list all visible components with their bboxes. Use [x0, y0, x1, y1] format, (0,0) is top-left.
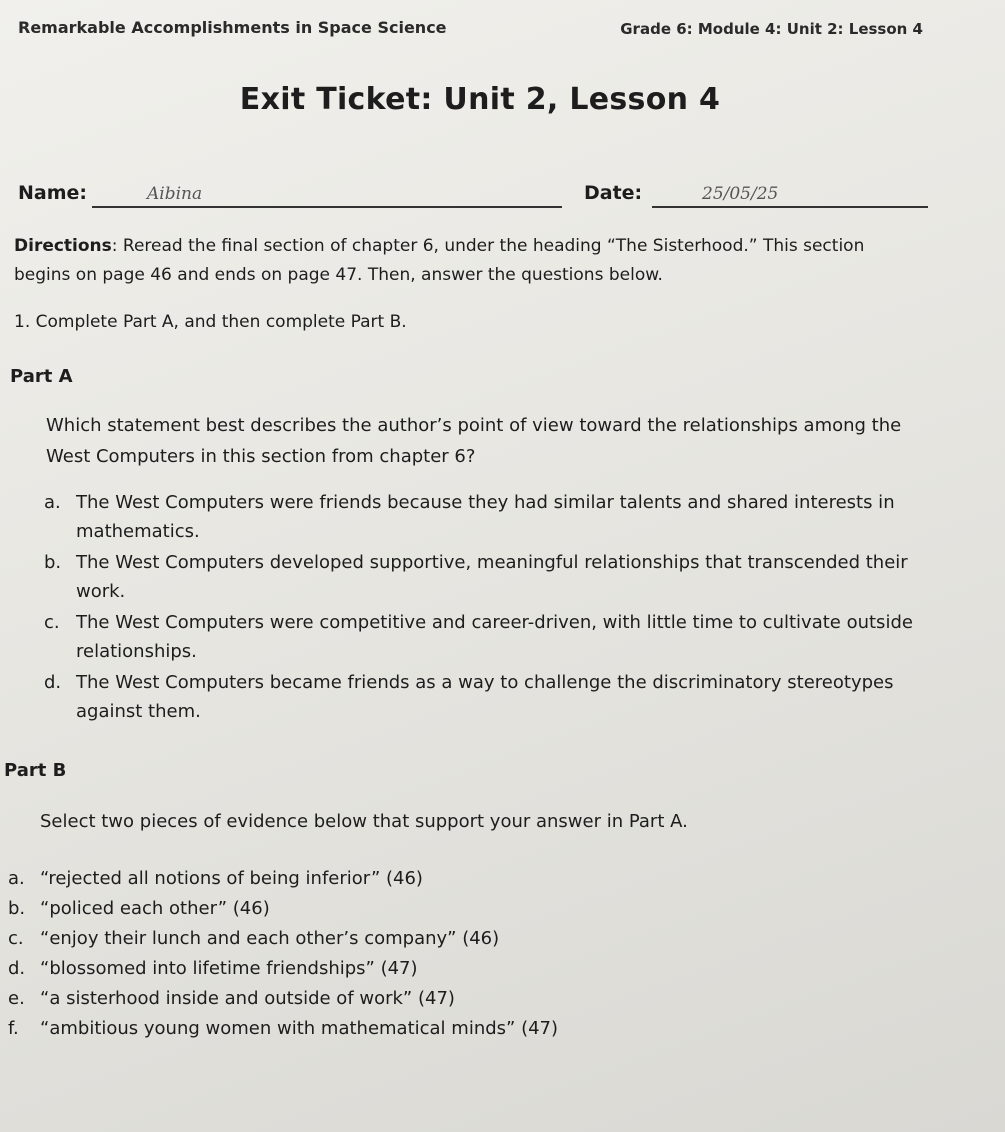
page-header — [18, 18, 975, 42]
option-text: “blossomed into lifetime friendships” (47) — [40, 958, 418, 979]
option-text: The West Computers developed supportive, meaningful relationships that transcended their work. — [76, 552, 908, 602]
part-b-prompt: Select two pieces of evidence below that support your answer in Part A. — [40, 811, 688, 832]
option-text: The West Computers were friends because they had similar talents and shared interests in mathematics. — [76, 492, 895, 542]
directions — [14, 232, 904, 290]
option-text: “policed each other” (46) — [40, 898, 270, 919]
name-date-row — [18, 182, 948, 212]
option-letter: d. — [44, 672, 62, 693]
option-text: The West Computers became friends as a way to challenge the discriminatory stereotypes against them. — [76, 672, 894, 722]
part-b-option-d[interactable] — [8, 954, 918, 984]
part-a-label: Part A — [10, 366, 73, 387]
option-text: “ambitious young women with mathematical minds” (47) — [40, 1018, 559, 1039]
date-handwritten: 25/05/25 — [702, 184, 779, 204]
option-letter: c. — [8, 928, 24, 949]
option-letter: b. — [8, 898, 26, 919]
option-letter: d. — [8, 958, 26, 979]
option-text: “enjoy their lunch and each other’s company” (46) — [40, 928, 500, 949]
part-b-option-b[interactable] — [8, 894, 918, 924]
part-a-prompt: Which statement best describes the author’s point of view toward the relationships among the West Computers in this section from chapter 6? — [46, 415, 902, 467]
option-letter: f. — [8, 1018, 19, 1039]
directions-text: : Reread the final section of chapter 6, under the heading “The Sisterhood.” This section begins on page 46 and ends on page 47. Then, answer the questions below. — [14, 236, 865, 285]
directions-label: Directions — [14, 236, 112, 256]
part-a-option-c[interactable] — [44, 608, 954, 666]
option-letter: b. — [44, 552, 62, 573]
option-text: “rejected all notions of being inferior” (46) — [40, 868, 423, 889]
part-b-option-a[interactable] — [8, 864, 918, 894]
part-b-options — [8, 864, 918, 1044]
question-1: 1. Complete Part A, and then complete Part B. — [14, 312, 407, 332]
part-a-option-d[interactable] — [44, 668, 954, 726]
part-a-option-b[interactable] — [44, 548, 954, 606]
option-letter: a. — [8, 868, 25, 889]
course-title: Remarkable Accomplishments in Space Science — [18, 18, 447, 37]
option-text: The West Computers were competitive and career-driven, with little time to cultivate outside relationships. — [76, 612, 913, 662]
name-handwritten: Aibina — [147, 184, 203, 204]
part-b-option-f[interactable] — [8, 1014, 918, 1044]
part-b-option-c[interactable] — [8, 924, 918, 954]
part-a-options — [44, 488, 954, 728]
part-b-label: Part B — [4, 760, 67, 781]
option-letter: c. — [44, 612, 60, 633]
date-field[interactable] — [652, 182, 928, 208]
option-letter: e. — [8, 988, 25, 1009]
module-label: Grade 6: Module 4: Unit 2: Lesson 4 — [620, 20, 923, 38]
option-letter: a. — [44, 492, 61, 513]
date-label: Date: — [584, 182, 643, 204]
name-field[interactable] — [92, 182, 562, 208]
page-title: Exit Ticket: Unit 2, Lesson 4 — [239, 82, 721, 117]
option-text: “a sisterhood inside and outside of work” (47) — [40, 988, 455, 1009]
name-label: Name: — [18, 182, 88, 204]
part-b-option-e[interactable] — [8, 984, 918, 1014]
part-a-option-a[interactable] — [44, 488, 954, 546]
